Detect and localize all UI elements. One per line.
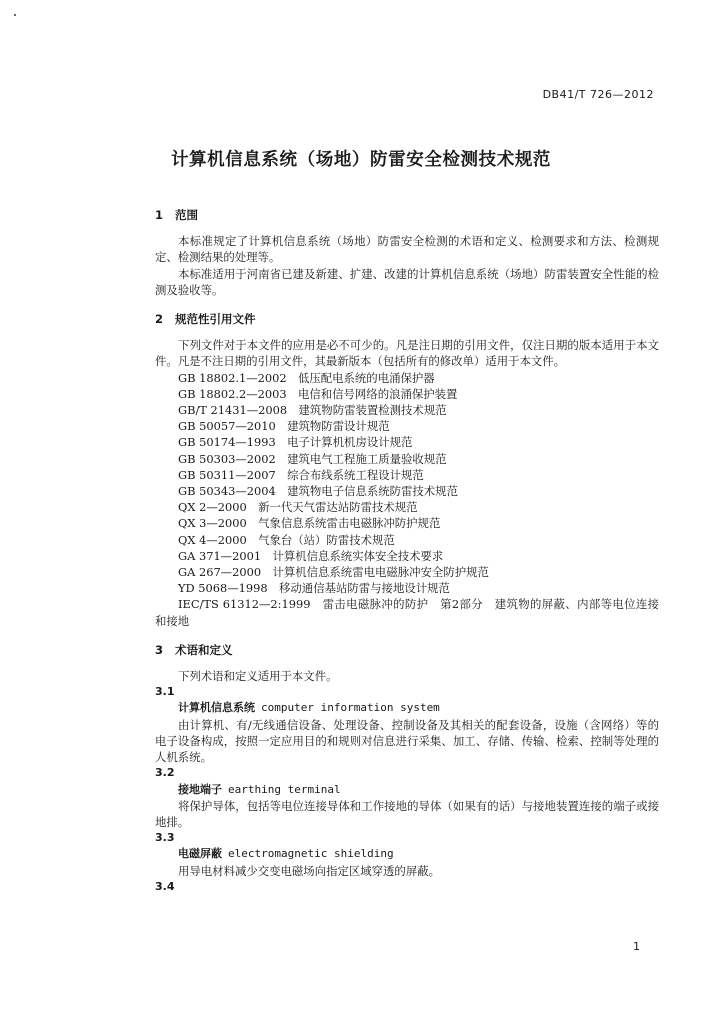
term-definition: 将保护导体，包括等电位连接导体和工作接地的导体（如果有的话）与接地装置连接的端子或接地排。 [155, 798, 659, 829]
term-name-en: electromagnetic shielding [228, 847, 394, 861]
reference-item: GA 267—2000 计算机信息系统雷电电磁脉冲安全防护规范 [178, 565, 489, 580]
reference-item: GB 50057—2010 建筑物防雷设计规范 [178, 419, 390, 434]
document-body [155, 207, 659, 895]
reference-item: GA 371—2001 计算机信息系统实体安全技术要求 [178, 548, 444, 563]
reference-item: GB 50311—2007 综合布线系统工程设计规范 [178, 467, 424, 482]
reference-item: GB/T 21431—2008 建筑物防雷装置检测技术规范 [178, 403, 447, 418]
term-name [155, 846, 659, 862]
page-number: 1 [633, 940, 640, 953]
scope-paragraph: 本标准适用于河南省已建及新建、扩建、改建的计算机信息系统（场地）防雷装置安全性能的检测及验收等。 [155, 266, 659, 297]
document-title: 计算机信息系统（场地）防雷安全检测技术规范 [170, 150, 552, 170]
reference-item: YD 5068—1998 移动通信基站防雷与接地设计规范 [178, 581, 450, 596]
scan-speck [14, 14, 16, 16]
section-heading-normative-references [155, 311, 659, 327]
term-definition: 用导电材料减少交变电磁场向指定区域穿透的屏蔽。 [178, 863, 440, 878]
term-name-cn: 接地端子 [178, 782, 222, 796]
reference-list [155, 370, 659, 629]
reference-item: QX 4—2000 气象台（站）防雷技术规范 [178, 532, 395, 547]
section-number: 2 [155, 312, 164, 327]
term-number: 3.3 [155, 831, 175, 845]
reference-item: GB 50303—2002 建筑电气工程施工质量验收规范 [178, 451, 447, 466]
term-name [155, 700, 659, 716]
term-entry [155, 765, 659, 830]
section-number: 1 [155, 208, 164, 222]
term-name [155, 782, 659, 798]
term-name-en: computer information system [261, 701, 440, 715]
term-name-cn: 计算机信息系统 [178, 701, 255, 715]
term-definition: 由计算机、有/无线通信设备、处理设备、控制设备及其相关的配套设备，设施（含网络）等的电子设备构成，按照一定应用目的和规则对信息进行采集、加工、存储、传输、检索、控制等处理的人机系统。 [155, 717, 659, 765]
term-number: 3.1 [155, 685, 175, 699]
term-number: 3.2 [155, 766, 175, 780]
section-heading-terms-definitions [155, 642, 659, 658]
reference-item: GB 18802.1—2002 低压配电系统的电涌保护器 [178, 370, 435, 385]
reference-item: IEC/TS 61312—2:1999 雷击电磁脉冲的防护 第2部分 建筑物的屏蔽、内部等电位连接和接地 [155, 597, 659, 628]
term-number: 3.4 [155, 879, 175, 893]
reference-item: QX 3—2000 气象信息系统雷击电磁脉冲防护规范 [178, 516, 441, 531]
section-title: 范围 [175, 208, 198, 222]
section-heading-scope [155, 207, 659, 223]
term-entry [155, 830, 659, 879]
term-name-cn: 电磁屏蔽 [178, 847, 222, 861]
standard-code: DB41/T 726—2012 [542, 88, 654, 101]
scope-paragraph: 本标准规定了计算机信息系统（场地）防雷安全检测的术语和定义、检测要求和方法、检测规定、检测结果的处理等。 [155, 234, 659, 265]
term-entry [155, 684, 659, 765]
reference-item: GB 50174—1993 电子计算机机房设计规范 [178, 435, 413, 450]
terms-intro: 下列术语和定义适用于本文件。 [178, 669, 338, 684]
reference-item: GB 50343—2004 建筑物电子信息系统防雷技术规范 [178, 484, 458, 499]
reference-item: QX 2—2000 新一代天气雷达站防雷技术规范 [178, 500, 418, 515]
reference-item: GB 18802.2—2003 电信和信号网络的浪涌保护装置 [178, 386, 458, 401]
section-title: 术语和定义 [175, 642, 233, 657]
section-number: 3 [155, 642, 164, 657]
normative-intro: 下列文件对于本文件的应用是必不可少的。凡是注日期的引用文件，仅注日期的版本适用于本文件。凡是不注日期的引用文件，其最新版本（包括所有的修改单）适用于本文件。 [155, 338, 659, 369]
term-name-en: earthing terminal [228, 782, 341, 796]
section-title: 规范性引用文件 [175, 312, 256, 327]
